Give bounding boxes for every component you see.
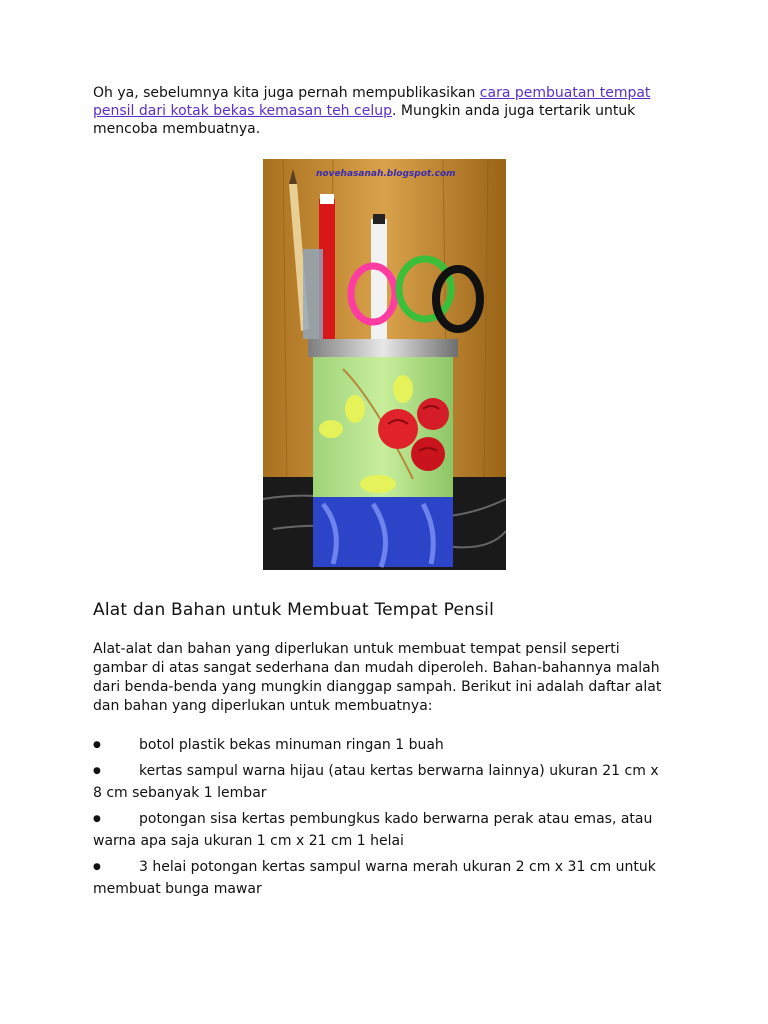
- intro-text-before: Oh ya, sebelumnya kita juga pernah mempublikasikan: [93, 85, 480, 101]
- materials-list: [93, 734, 663, 904]
- photo-watermark: novehasanah.blogspot.com: [316, 169, 456, 179]
- list-item-text: 3 helai potongan kertas sampul warna merah ukuran 2 cm x 31 cm untuk membuat bunga mawar: [93, 859, 656, 897]
- section-heading: Alat dan Bahan untuk Membuat Tempat Pensil: [93, 600, 495, 620]
- bullet-icon: ●: [93, 814, 101, 824]
- section-paragraph: Alat-alat dan bahan yang diperlukan untuk membuat tempat pensil seperti gambar di atas sangat sederhana dan mudah diperoleh. Bahan-bahannya malah dari benda-benda yang mungkin dianggap sampah. Berikut ini adalah daftar alat dan bahan yang diperlukan untuk membuatnya:: [93, 641, 662, 714]
- list-item: [93, 856, 663, 900]
- list-item-text: potongan sisa kertas pembungkus kado berwarna perak atau emas, atau warna apa saja ukuran 1 cm x 21 cm 1 helai: [93, 811, 653, 849]
- bullet-icon: ●: [93, 766, 101, 776]
- list-item-text: botol plastik bekas minuman ringan 1 buah: [139, 737, 444, 753]
- list-item: [93, 734, 663, 756]
- intro-paragraph: [93, 84, 653, 138]
- list-item: [93, 760, 663, 804]
- pencil-holder-photo: [263, 159, 506, 570]
- tea-box-pencil-holder-link[interactable]: cara pembuatan tempat pensil dari kotak bekas kemasan teh celup: [93, 85, 651, 119]
- list-item-text: kertas sampul warna hijau (atau kertas berwarna lainnya) ukuran 21 cm x 8 cm sebanyak 1 lembar: [93, 763, 659, 801]
- list-item: [93, 808, 663, 852]
- article-body: [93, 84, 662, 897]
- bullet-icon: ●: [93, 862, 101, 872]
- intro-text-after: . Mungkin anda juga tertarik untuk mencoba membuatnya.: [93, 103, 636, 137]
- bullet-icon: ●: [93, 740, 101, 750]
